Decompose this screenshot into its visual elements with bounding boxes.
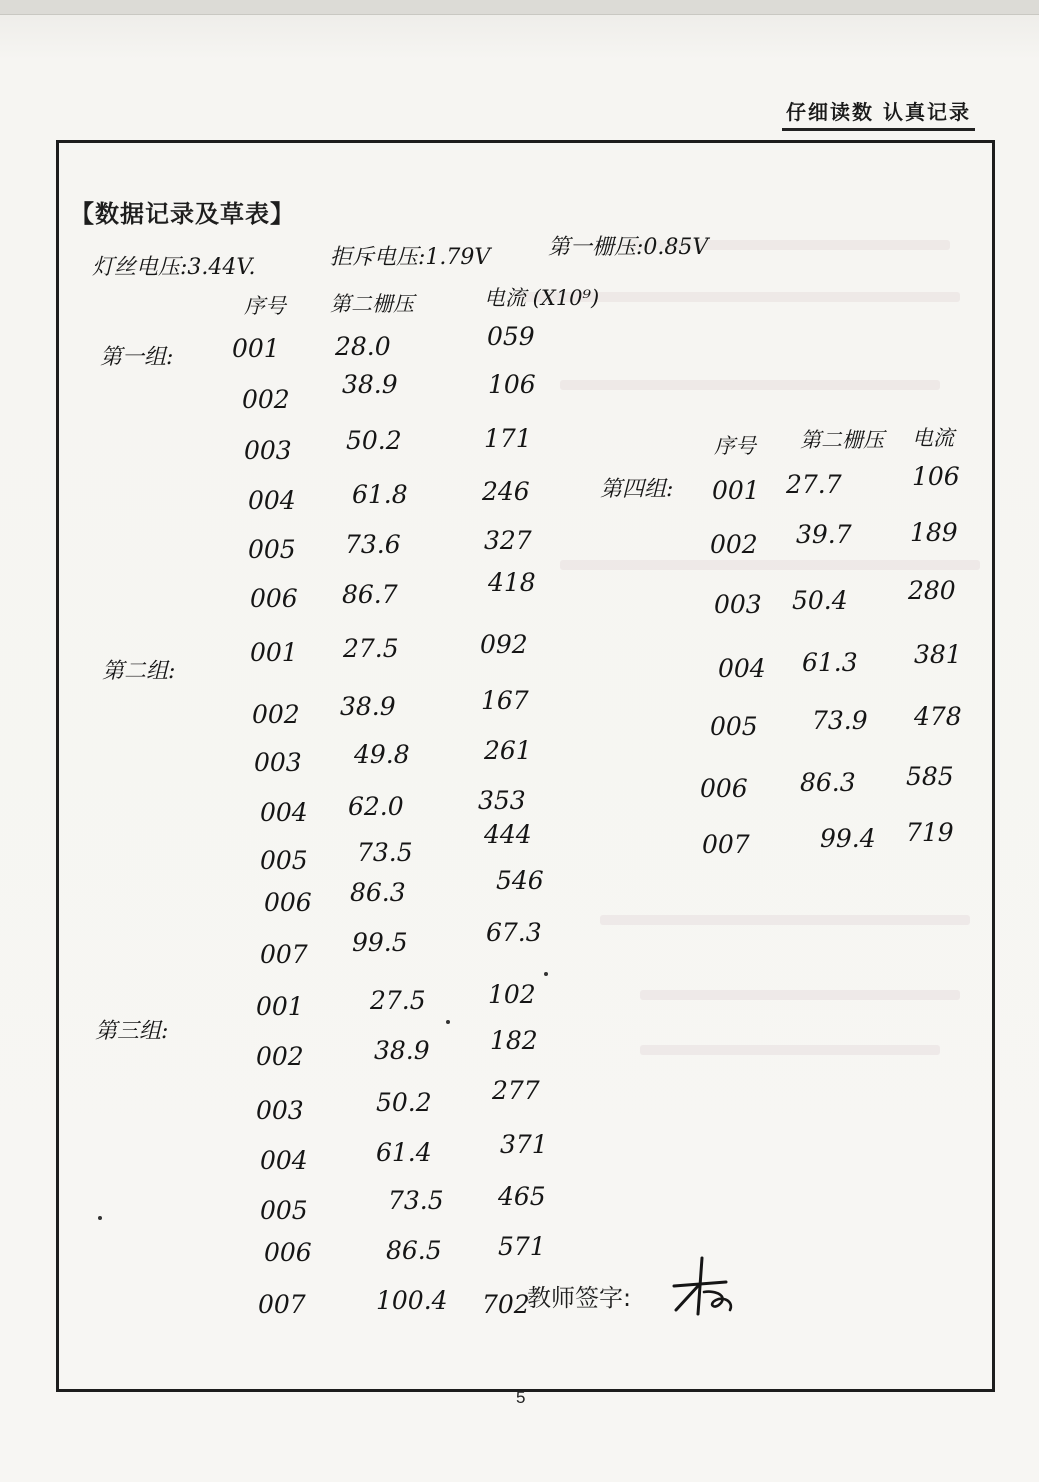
left-col-index: 序号 [244,294,286,318]
table-cell-index: 001 [250,638,298,667]
table-cell-current: 719 [906,818,954,847]
table-cell-voltage: 86.3 [350,878,406,907]
header-motto: 仔细读数 认真记录 [782,96,975,131]
table-cell-index: 005 [248,535,296,564]
table-cell-index: 003 [714,590,762,619]
table-cell-index: 001 [232,334,280,363]
table-cell-current: 465 [498,1182,546,1211]
table-cell-index: 007 [702,830,750,859]
table-cell-index: 001 [256,992,304,1021]
table-cell-current: 546 [496,866,544,895]
table-cell-current: 585 [906,762,954,791]
table-cell-index: 007 [258,1290,306,1319]
table-cell-current: 327 [484,526,532,555]
group-1-label: 第一组: [100,345,174,370]
table-cell-voltage: 99.4 [820,824,876,853]
table-cell-voltage: 27.5 [370,986,426,1015]
retarding-voltage: 拒斥电压:1.79V [330,245,491,270]
table-cell-voltage: 38.9 [342,370,398,399]
table-cell-index: 006 [264,888,312,917]
table-cell-current: 418 [488,568,536,597]
right-col-voltage: 第二栅压 [800,428,884,452]
table-cell-voltage: 86.3 [800,768,856,797]
table-cell-voltage: 61.3 [802,648,858,677]
table-cell-index: 003 [254,748,302,777]
table-cell-voltage: 28.0 [335,332,391,361]
table-cell-voltage: 99.5 [352,928,408,957]
table-cell-current: 106 [912,462,960,491]
table-cell-index: 004 [260,1146,308,1175]
table-cell-index: 003 [244,436,292,465]
table-cell-current: 261 [484,736,532,765]
page-number: 5 [516,1388,526,1407]
table-cell-voltage: 27.5 [343,634,399,663]
teacher-signature [668,1252,740,1320]
table-cell-voltage: 73.5 [388,1186,444,1215]
right-col-index: 序号 [714,434,756,458]
table-cell-voltage: 73.6 [345,530,401,559]
table-cell-current: 277 [492,1076,540,1105]
table-cell-current: 702 [482,1290,530,1319]
table-cell-index: 004 [260,798,308,827]
table-cell-current: 280 [908,576,956,605]
table-cell-index: 007 [260,940,308,969]
table-cell-index: 001 [712,476,760,505]
table-cell-index: 002 [710,530,758,559]
table-cell-voltage: 50.4 [792,586,848,615]
table-cell-current: 444 [484,820,532,849]
ink-dot [544,972,548,976]
ink-dot [446,1020,450,1024]
table-cell-voltage: 50.2 [376,1088,432,1117]
table-cell-index: 006 [264,1238,312,1267]
table-cell-index: 005 [260,1196,308,1225]
table-cell-voltage: 100.4 [376,1286,448,1315]
table-cell-index: 004 [718,654,766,683]
table-cell-index: 006 [250,584,298,613]
table-cell-voltage: 86.5 [386,1236,442,1265]
group-4-label: 第四组: [600,477,674,502]
table-cell-voltage: 50.2 [346,426,402,455]
table-cell-current: 059 [487,322,535,351]
table-cell-voltage: 38.9 [374,1036,430,1065]
table-cell-index: 006 [700,774,748,803]
left-col-voltage: 第二栅压 [330,292,414,316]
table-cell-index: 002 [242,385,290,414]
table-cell-current: 171 [484,424,532,453]
table-cell-current: 381 [914,640,962,669]
group-2-label: 第二组: [102,659,176,684]
table-cell-index: 004 [248,486,296,515]
table-cell-index: 003 [256,1096,304,1125]
filament-voltage: 灯丝电压:3.44V. [92,255,256,280]
table-cell-voltage: 61.8 [352,480,408,509]
table-cell-current: 102 [488,980,536,1009]
table-cell-current: 182 [490,1026,538,1055]
table-cell-voltage: 49.8 [354,740,410,769]
first-grid-voltage: 第一栅压:0.85V [548,235,709,260]
table-cell-index: 002 [256,1042,304,1071]
group-3-label: 第三组: [95,1019,169,1044]
table-cell-index: 005 [260,846,308,875]
teacher-signature-label: 教师签字: [527,1284,632,1312]
table-cell-current: 371 [500,1130,548,1159]
table-cell-voltage: 38.9 [340,692,396,721]
table-cell-voltage: 61.4 [376,1138,432,1167]
table-cell-index: 002 [252,700,300,729]
table-cell-voltage: 39.7 [796,520,852,549]
table-cell-voltage: 62.0 [348,792,404,821]
table-cell-current: 092 [480,630,528,659]
table-cell-current: 189 [910,518,958,547]
table-cell-current: 353 [478,786,526,815]
table-cell-index: 005 [710,712,758,741]
table-cell-voltage: 27.7 [786,470,842,499]
scan-edge [0,0,1039,15]
table-cell-current: 67.3 [486,918,542,947]
table-cell-voltage: 73.9 [812,706,868,735]
table-cell-current: 106 [488,370,536,399]
table-cell-current: 167 [481,686,529,715]
section-title: 【数据记录及草表】 [70,200,295,228]
right-col-current: 电流 [912,426,954,450]
table-cell-voltage: 86.7 [342,580,398,609]
table-cell-current: 478 [914,702,962,731]
table-cell-voltage: 73.5 [357,838,413,867]
ink-dot [98,1216,102,1220]
left-col-current: 电流 (X10⁹) [484,286,600,310]
table-cell-current: 246 [482,477,530,506]
table-cell-current: 571 [498,1232,546,1261]
